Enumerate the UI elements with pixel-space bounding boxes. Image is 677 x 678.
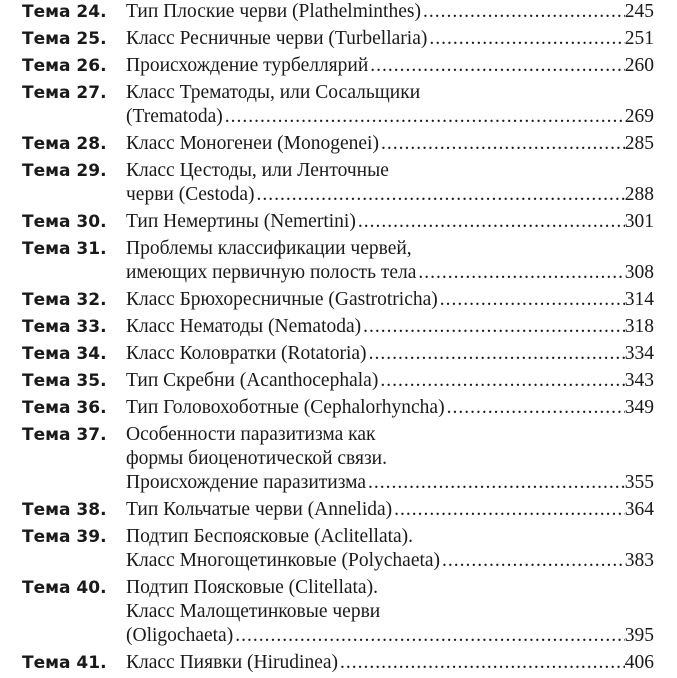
topic-title <box>126 423 654 495</box>
dot-leader <box>255 183 625 207</box>
topic-number: Тема 26. <box>22 56 107 76</box>
dot-leader <box>368 54 624 78</box>
topic-number: Тема 24. <box>22 2 107 22</box>
title-text: Тип Головохоботные (Cephalorhyncha) <box>126 397 445 418</box>
title-line <box>126 315 654 339</box>
toc-entry <box>22 525 654 573</box>
toc-entry <box>22 423 654 495</box>
title-text: Класс Ресничные черви (Turbellaria) <box>126 28 428 49</box>
toc-entry <box>22 132 654 156</box>
toc-entry <box>22 288 654 312</box>
topic-title <box>126 369 654 393</box>
topic-title <box>126 132 654 156</box>
topic-number: Тема 38. <box>22 500 107 520</box>
title-line: Класс Цестоды, или Ленточные <box>126 160 389 181</box>
title-text: Класс Коловратки (Rotatoria) <box>126 343 367 364</box>
topic-title <box>126 342 654 366</box>
page-number: 285 <box>624 133 654 154</box>
page-number: 245 <box>624 1 654 22</box>
page-number: 349 <box>624 397 654 418</box>
topic-number: Тема 37. <box>22 425 107 445</box>
page-number: 308 <box>624 262 654 283</box>
page-number: 314 <box>624 289 654 310</box>
dot-leader <box>445 396 625 420</box>
title-text: имеющих первичную полость тела <box>126 262 417 283</box>
dot-leader <box>223 105 625 129</box>
topic-title <box>126 81 654 129</box>
page-number: 406 <box>624 652 654 673</box>
topic-number: Тема 41. <box>22 653 107 673</box>
topic-number: Тема 27. <box>22 83 107 103</box>
topic-title <box>126 396 654 420</box>
topic-number: Тема 34. <box>22 344 107 364</box>
topic-title <box>126 237 654 285</box>
topic-number: Тема 36. <box>22 398 107 418</box>
title-line <box>126 651 654 675</box>
title-text: (Oligochaeta) <box>126 625 234 646</box>
title-line <box>126 105 654 129</box>
title-line <box>126 27 654 51</box>
title-line <box>126 183 654 207</box>
title-text: Происхождение турбеллярий <box>126 55 369 76</box>
topic-number: Тема 33. <box>22 317 107 337</box>
topic-title <box>126 0 654 24</box>
title-text: Класс Пиявки (Hirudinea) <box>126 652 339 673</box>
page-number: 334 <box>624 343 654 364</box>
title-line <box>126 549 654 573</box>
dot-leader <box>392 498 625 522</box>
title-text: Класс Нематоды (Nematoda) <box>126 316 362 337</box>
page-number: 355 <box>624 472 654 493</box>
topic-title <box>126 525 654 573</box>
page-number: 269 <box>624 106 654 127</box>
toc-entry <box>22 342 654 366</box>
toc-entry <box>22 396 654 420</box>
topic-title <box>126 651 654 675</box>
dot-leader <box>378 369 624 393</box>
toc-entry <box>22 315 654 339</box>
title-text: Класс Моногенеи (Monogenei) <box>126 133 379 154</box>
toc-entry <box>22 54 654 78</box>
dot-leader <box>438 288 625 312</box>
toc-entry <box>22 210 654 234</box>
page-number: 260 <box>624 55 654 76</box>
title-line <box>126 369 654 393</box>
topic-number: Тема 32. <box>22 290 107 310</box>
title-line <box>126 288 654 312</box>
title-text: Тип Скребни (Acanthocephala) <box>126 370 379 391</box>
title-line <box>126 54 654 78</box>
dot-leader <box>338 651 625 675</box>
title-line <box>126 0 654 24</box>
title-line <box>126 261 654 285</box>
topic-title <box>126 210 654 234</box>
title-text: Тип Плоские черви (Plathelminthes) <box>126 1 421 22</box>
topic-number: Тема 29. <box>22 161 107 181</box>
page-number: 364 <box>624 499 654 520</box>
title-text: Класс Многощетинковые (Polychaeta) <box>126 550 441 571</box>
topic-title <box>126 54 654 78</box>
toc-entry <box>22 0 654 24</box>
title-text: Тип Немертины (Nemertini) <box>126 211 356 232</box>
title-text: Происхождение паразитизма <box>126 472 367 493</box>
topic-number: Тема 30. <box>22 212 107 232</box>
topic-title <box>126 576 654 648</box>
toc-entry <box>22 159 654 207</box>
toc-entry <box>22 369 654 393</box>
topic-number: Тема 25. <box>22 29 107 49</box>
title-line <box>126 342 654 366</box>
table-of-contents <box>22 0 654 678</box>
dot-leader <box>361 315 625 339</box>
title-text: Класс Брюхоресничные (Gastrotricha) <box>126 289 438 310</box>
topic-number: Тема 31. <box>22 239 107 259</box>
title-line: Проблемы классификации червей, <box>126 238 412 259</box>
title-line: Класс Малощетинковые черви <box>126 601 381 622</box>
title-line: Подтип Беспоясковые (Aclitellata). <box>126 526 414 547</box>
title-line <box>126 624 654 648</box>
page-number: 343 <box>624 370 654 391</box>
toc-entry <box>22 237 654 285</box>
title-line <box>126 210 654 234</box>
page-number: 301 <box>624 211 654 232</box>
topic-number: Тема 28. <box>22 134 107 154</box>
dot-leader <box>366 471 625 495</box>
title-line <box>126 498 654 522</box>
title-line: Особенности паразитизма как <box>126 424 376 445</box>
page-number: 395 <box>624 625 654 646</box>
topic-number: Тема 35. <box>22 371 107 391</box>
dot-leader <box>416 261 624 285</box>
dot-leader <box>356 210 625 234</box>
topic-title <box>126 27 654 51</box>
title-text: (Trematoda) <box>126 106 223 127</box>
dot-leader <box>427 27 624 51</box>
toc-entry <box>22 27 654 51</box>
title-text: Тип Кольчатые черви (Annelida) <box>126 499 393 520</box>
dot-leader <box>233 624 625 648</box>
topic-number: Тема 40. <box>22 578 107 598</box>
dot-leader <box>440 549 625 573</box>
page-number: 383 <box>624 550 654 571</box>
page-number: 318 <box>624 316 654 337</box>
topic-number: Тема 39. <box>22 527 107 547</box>
toc-entry <box>22 498 654 522</box>
page-number: 251 <box>624 28 654 49</box>
dot-leader <box>421 0 625 24</box>
page-number: 288 <box>624 184 654 205</box>
title-line: формы биоценотической связи. <box>126 448 387 469</box>
title-text: черви (Cestoda) <box>126 184 255 205</box>
title-line <box>126 396 654 420</box>
topic-title <box>126 498 654 522</box>
title-line <box>126 471 654 495</box>
topic-title <box>126 159 654 207</box>
topic-title <box>126 315 654 339</box>
title-line: Класс Трематоды, или Сосальщики <box>126 82 421 103</box>
toc-entry <box>22 576 654 648</box>
title-line: Подтип Поясковые (Clitellata). <box>126 577 378 598</box>
toc-entry <box>22 81 654 129</box>
dot-leader <box>367 342 625 366</box>
dot-leader <box>379 132 625 156</box>
title-line <box>126 132 654 156</box>
toc-entry <box>22 651 654 675</box>
topic-title <box>126 288 654 312</box>
